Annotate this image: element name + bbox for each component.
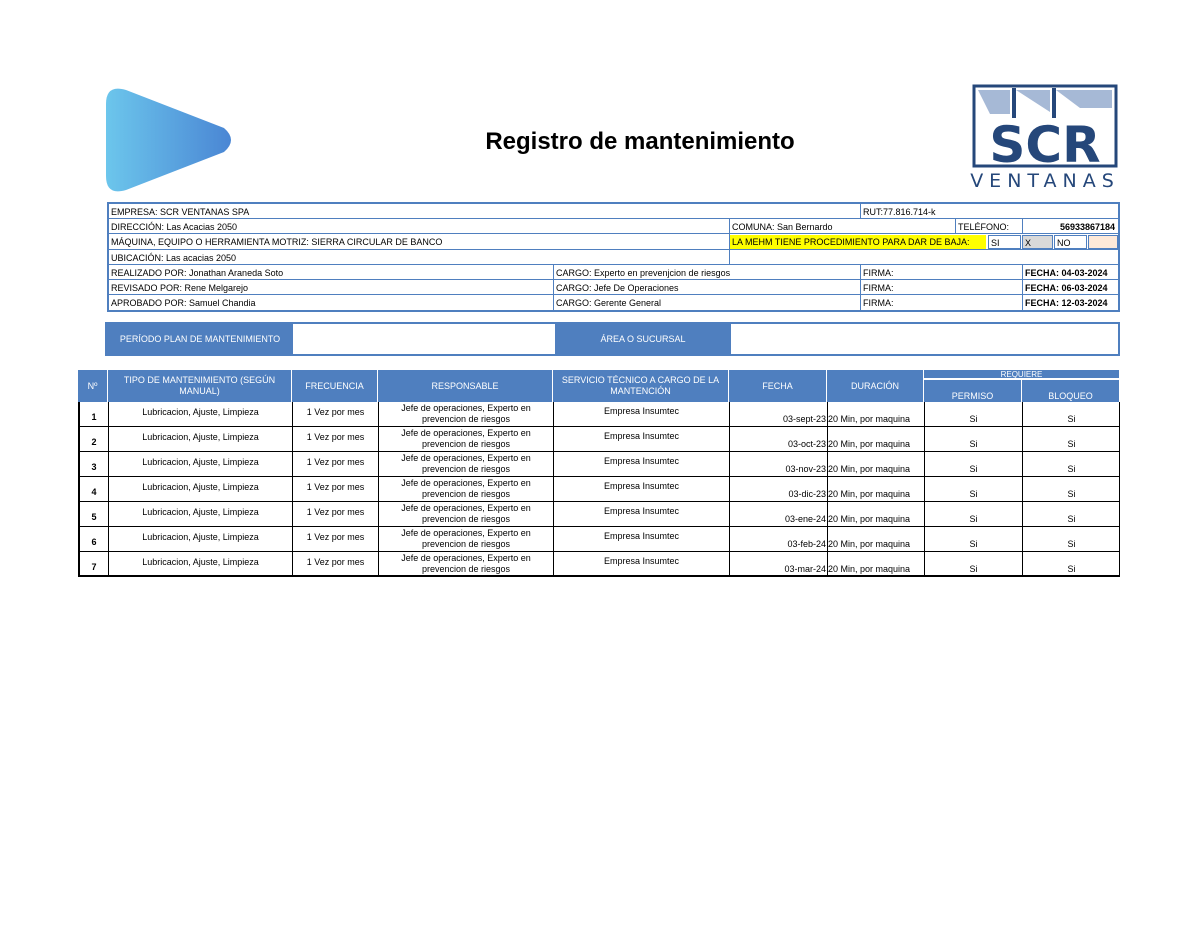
cargo-revisado-field: CARGO: Jefe De Operaciones [556,283,679,293]
cell-num: 3 [78,452,108,476]
table-row [78,427,1120,452]
cell-frecuencia: 1 Vez por mes [292,502,378,526]
area-label: ÁREA O SUCURSAL [555,324,731,354]
fecha-realizado-field: FECHA: 04-03-2024 [1025,268,1108,278]
cell-servicio: Empresa Insumtec [553,452,729,476]
firma-aprobado-field: FIRMA: [863,298,894,308]
cell-duracion: 20 Min, por maquina [827,527,924,551]
plan-row [105,322,1120,356]
cell-tipo: Lubricacion, Ajuste, Limpieza [108,552,292,576]
cell-servicio: Empresa Insumtec [553,552,729,576]
telefono-label: TELÉFONO: [958,222,1010,232]
realizado-field: REALIZADO POR: Jonathan Araneda Soto [111,268,284,278]
cell-num: 7 [78,552,108,576]
cell-servicio: Empresa Insumtec [553,477,729,501]
cell-duracion: 20 Min, por maquina [827,427,924,451]
cell-tipo: Lubricacion, Ajuste, Limpieza [108,402,292,426]
cell-permiso: Si [924,527,1022,551]
cell-bloqueo: Si [1022,552,1120,576]
cell-num: 2 [78,427,108,451]
cell-tipo: Lubricacion, Ajuste, Limpieza [108,427,292,451]
procedimiento-question: LA MEHM TIENE PROCEDIMIENTO PARA DAR DE BAJA: [730,235,986,249]
header-bloqueo: BLOQUEO [1022,380,1120,402]
si-option: SI [988,235,1021,249]
cell-responsable: Jefe de operaciones, Experto en prevencion de riesgos [378,527,553,551]
fecha-aprobado-field: FECHA: 12-03-2024 [1025,298,1108,308]
cell-frecuencia: 1 Vez por mes [292,527,378,551]
cell-fecha: 03-dic-23 [729,477,827,501]
header-fecha: FECHA [729,370,827,402]
logo-ventanas-text: VENTANAS [970,170,1120,192]
fecha-revisado-field: FECHA: 06-03-2024 [1025,283,1108,293]
header-frecuencia: FRECUENCIA [292,370,378,402]
company-play-logo [104,84,236,196]
comuna-field: COMUNA: San Bernardo [732,222,833,232]
revisado-field: REVISADO POR: Rene Melgarejo [111,283,249,293]
cell-permiso: Si [924,477,1022,501]
cell-permiso: Si [924,452,1022,476]
header-responsable: RESPONSABLE [378,370,553,402]
header-duracion: DURACIÓN [827,370,924,402]
cell-responsable: Jefe de operaciones, Experto en prevencion de riesgos [378,427,553,451]
cell-fecha: 03-feb-24 [729,527,827,551]
cell-bloqueo: Si [1022,527,1120,551]
table-row [78,452,1120,477]
cell-num: 5 [78,502,108,526]
cell-tipo: Lubricacion, Ajuste, Limpieza [108,527,292,551]
scr-brand-text: SCR [989,116,1101,170]
cell-fecha: 03-oct-23 [729,427,827,451]
table-row [78,502,1120,527]
cell-responsable: Jefe de operaciones, Experto en prevencion de riesgos [378,552,553,576]
cell-bloqueo: Si [1022,402,1120,426]
cell-bloqueo: Si [1022,427,1120,451]
cell-tipo: Lubricacion, Ajuste, Limpieza [108,502,292,526]
cell-responsable: Jefe de operaciones, Experto en prevencion de riesgos [378,402,553,426]
cell-servicio: Empresa Insumtec [553,527,729,551]
cell-permiso: Si [924,427,1022,451]
cell-frecuencia: 1 Vez por mes [292,552,378,576]
table-row [78,552,1120,577]
x-mark: X [1022,235,1053,249]
cell-fecha: 03-mar-24 [729,552,827,576]
table-row [78,402,1120,427]
header-num: Nº [78,370,108,402]
scr-ventanas-logo [970,84,1120,192]
header-tipo: TIPO DE MANTENIMIENTO (SEGÚN MANUAL) [108,370,292,402]
direccion-field: DIRECCIÓN: Las Acacias 2050 [111,222,238,232]
cell-tipo: Lubricacion, Ajuste, Limpieza [108,477,292,501]
cell-duracion: 20 Min, por maquina [827,552,924,576]
cell-servicio: Empresa Insumtec [553,502,729,526]
firma-revisado-field: FIRMA: [863,283,894,293]
cell-fecha: 03-sept-23 [729,402,827,426]
empresa-field: EMPRESA: SCR VENTANAS SPA [111,207,250,217]
cell-permiso: Si [924,402,1022,426]
cell-bloqueo: Si [1022,477,1120,501]
cell-frecuencia: 1 Vez por mes [292,427,378,451]
maquina-field: MÁQUINA, EQUIPO O HERRAMIENTA MOTRIZ: SIERRA CIRCULAR DE BANCO [111,237,443,247]
no-answer-box [1088,235,1118,249]
cell-servicio: Empresa Insumtec [553,427,729,451]
cell-duracion: 20 Min, por maquina [827,502,924,526]
cell-duracion: 20 Min, por maquina [827,477,924,501]
cell-frecuencia: 1 Vez por mes [292,402,378,426]
cell-servicio: Empresa Insumtec [553,402,729,426]
cell-duracion: 20 Min, por maquina [827,452,924,476]
telefono-value: 56933867184 [1059,222,1115,232]
cell-fecha: 03-nov-23 [729,452,827,476]
cell-bloqueo: Si [1022,502,1120,526]
cell-num: 6 [78,527,108,551]
scr-logo-mark [970,84,1120,170]
header-info-box [107,202,1120,312]
cell-tipo: Lubricacion, Ajuste, Limpieza [108,452,292,476]
cell-responsable: Jefe de operaciones, Experto en prevencion de riesgos [378,452,553,476]
header-requiere: REQUIERE [924,370,1120,379]
no-option: NO [1054,235,1087,249]
rut-field: RUT:77.816.714-k [863,207,936,217]
periodo-label: PERÍODO PLAN DE MANTENIMIENTO [107,324,293,354]
cell-frecuencia: 1 Vez por mes [292,452,378,476]
firma-realizado-field: FIRMA: [863,268,894,278]
aprobado-field: APROBADO POR: Samuel Chandia [111,298,256,308]
table-row [78,527,1120,552]
cargo-aprobado-field: CARGO: Gerente General [556,298,662,308]
cell-responsable: Jefe de operaciones, Experto en prevencion de riesgos [378,502,553,526]
header-servicio: SERVICIO TÉCNICO A CARGO DE LA MANTENCIÓN [553,370,729,402]
cell-responsable: Jefe de operaciones, Experto en prevencion de riesgos [378,477,553,501]
cell-num: 4 [78,477,108,501]
page-title: Registro de mantenimiento [485,128,795,155]
ubicacion-field: UBICACIÓN: Las acacias 2050 [111,253,237,263]
table-row [78,477,1120,502]
header-permiso: PERMISO [924,380,1022,402]
cell-frecuencia: 1 Vez por mes [292,477,378,501]
table-body [78,402,1120,577]
cell-fecha: 03-ene-24 [729,502,827,526]
cell-permiso: Si [924,552,1022,576]
cargo-realizado-field: CARGO: Experto en prevenjcion de riesgos [556,268,731,278]
cell-bloqueo: Si [1022,452,1120,476]
cell-num: 1 [78,402,108,426]
cell-duracion: 20 Min, por maquina [827,402,924,426]
cell-permiso: Si [924,502,1022,526]
